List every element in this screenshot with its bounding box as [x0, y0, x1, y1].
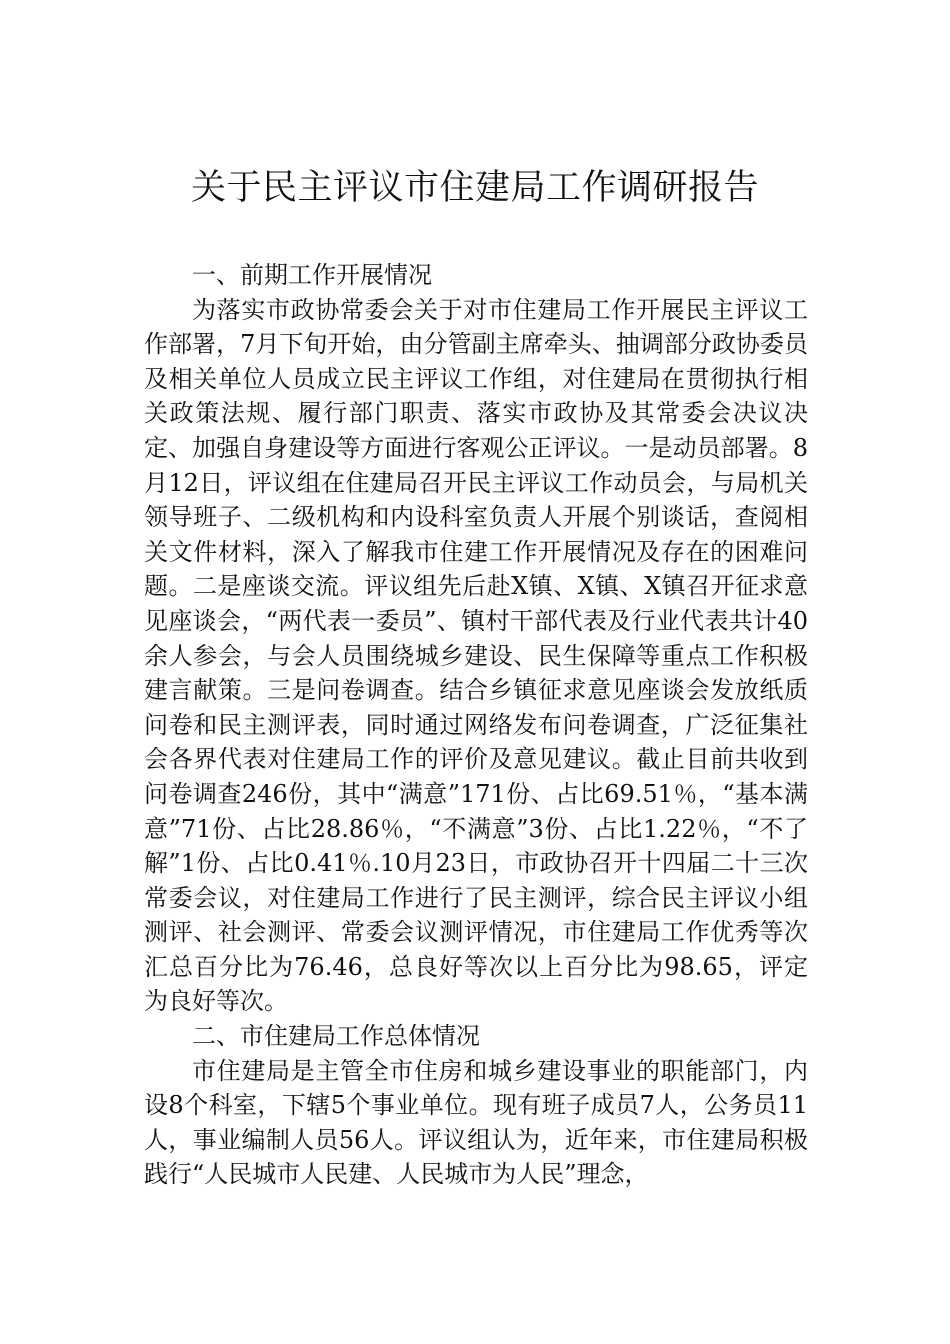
section-heading-2: 二、市住建局工作总体情况 — [192, 1022, 480, 1051]
document-body — [144, 258, 808, 1192]
document-title: 关于民主评议市住建局工作调研报告 — [190, 168, 759, 208]
section-paragraph-1: 为落实市政协常委会关于对市住建局工作开展民主评议工作部署，7月下旬开始，由分管副主席牵头、抽调部分政协委员及相关单位人员成立民主评议工作组，对住建局在贯彻执行相关政策法规、履行部门职责、落实市政协及其常委会决议决定、加强自身建设等方面进行客观公正评议。一是动员部署。8月12日，评议组在住建局召开民主评议工作动员会，与局机关领导班子、二级机构和内设科室负责人开展个别谈话，查阅相关文件材料，深入了解我市住建工作开展情况及存在的困难问题。二是座谈交流。评议组先后赴X镇、X镇、X镇召开征求意见座谈会，“两代表一委员”、镇村干部代表及行业代表共计40余人参会，与会人员围绕城乡建设、民生保障等重点工作积极建言献策。三是问卷调查。结合乡镇征求意见座谈会发放纸质问卷和民主测评表，同时通过网络发布问卷调查，广泛征集社会各界代表对住建局工作的评价及意见建议。截止目前共收到问卷调查246份，其中“满意”171份、占比69.51％，“基本满意”71份、占比28.86％，“不满意”3份、占比1.22％，“不了解”1份、占比0.41％.10月23日，市政协召开十四届二十三次常委会议，对住建局工作进行了民主测评，综合民主评议小组测评、社会测评、常委会议测评情况，市住建局工作优秀等次汇总百分比为76.46，总良好等次以上百分比为98.65，评定为良好等次。 — [144, 295, 808, 1016]
section-paragraph-2: 市住建局是主管全市住房和城乡建设事业的职能部门，内设8个科室，下辖5个事业单位。现有班子成员7人，公务员11人，事业编制人员56人。评议组认为，近年来，市住建局积极践行“人民城市人民建、人民城市为人民”理念， — [144, 1056, 808, 1189]
section-heading-1: 一、前期工作开展情况 — [192, 261, 432, 289]
